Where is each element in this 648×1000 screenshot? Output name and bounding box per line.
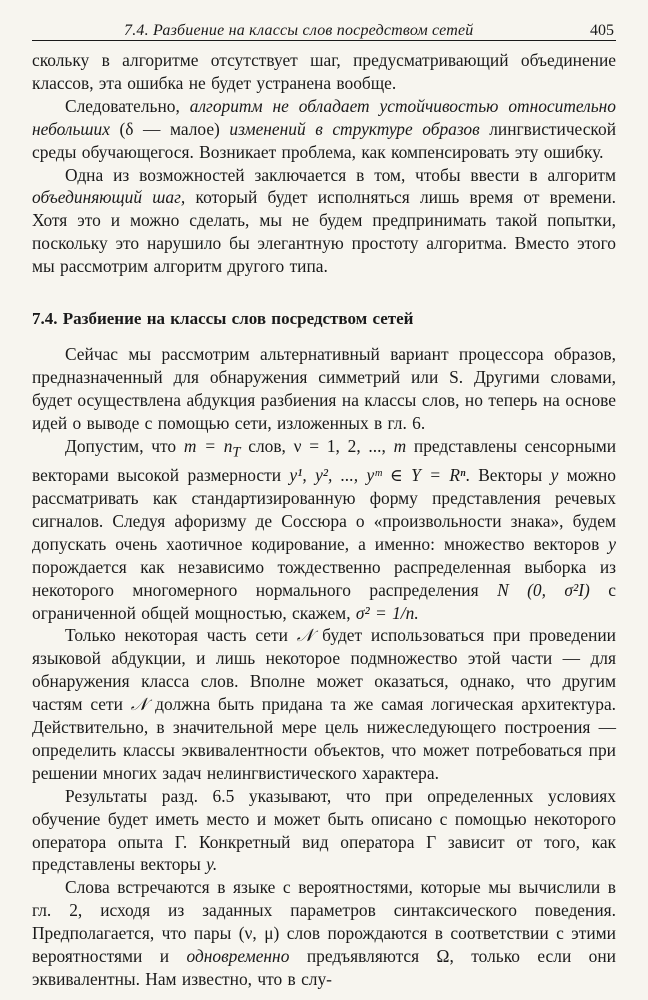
text-run: лингвистической среды обучающегося. Возникает проблема, как компенсировать эту ошибку. [32,118,617,162]
paragraph-7 [32,785,616,877]
emphasis-text: алгоритм не обладает устойчивостью относительно небольших [32,95,616,139]
emphasis-text: одновременно [186,946,290,967]
paragraph-6 [32,624,616,784]
math-subscript: T [232,444,241,461]
paragraph-1 [32,49,616,95]
text-run: будет использоваться при проведении языковой абдукции, и лишь некоторое подмножество этой части — для обнаружения класса слов. Вполне может оказаться, однако, что другим частям сети [32,625,616,715]
emphasis-text: объединяющий шаг, [32,187,186,208]
paragraph-4 [32,343,616,435]
text-run: Допустим, что [65,435,184,456]
text-run: (δ — малое) [109,118,230,139]
paragraph-2 [32,95,616,164]
math-expression: m = n [183,435,233,456]
text-run: Слова встречаются в языке с вероятностями, которые мы вычислили в гл. 2, исходя из заданных параметров синтаксического поведения. Предполагается, что пары (ν, μ) слов порождаются в соответствии с этими вероятностями и [32,877,616,967]
emphasis-text: изменений в структуре образов [229,118,480,139]
running-head-title: 7.4. Разбиение на классы слов посредством сетей [124,22,474,39]
math-expression: N (0, σ²I) [497,579,590,600]
paragraph-1-text: скольку в алгоритме отсутствует шаг, предусматривающий объединение классов, эта ошибка не будет устранена вообще. [32,50,616,93]
text-run: Только некоторая часть сети [65,625,297,646]
text-run: с ограниченной общей мощностью, скажем, [32,579,616,623]
page-number: 405 [590,22,614,39]
text-run: Результаты разд. 6.5 указывают, что при определенных условиях обучение будет иметь место и может быть описано с помощью некоторого оператора опыта Г. Конкретный вид оператора Г зависит от того, как представлены векторы [32,785,616,875]
paragraph-8 [32,876,616,991]
running-head [32,0,616,41]
math-symbol: 𝒩 [296,625,314,646]
section-heading: 7.4. Разбиение на классы слов посредством сетей [32,309,414,329]
math-symbol: m [393,435,407,456]
text-run: предъявляются Ω, только если они эквивалентны. Нам известно, что в слу- [32,946,616,989]
math-symbol: 𝒩 [130,694,148,715]
math-expression: y¹, y², ..., yᵐ ∈ Y = Rⁿ [289,465,466,486]
text-run: можно рассматривать как стандартизированную форму представления речевых сигналов. Следуя афоризму де Соссюра о «произвольности знака», будем допускать очень хаотичное кодирование, а именно: множество векторов [32,465,617,554]
paragraph-5 [32,435,616,625]
math-symbol: y [608,533,616,554]
text-run: порождается как независимо тождественно распределенная выборка из некоторого многомерного нормального распределения [32,556,616,600]
paragraph-4-text: Сейчас мы рассмотрим альтернативный вариант процессора образов, предназначенный для обнаружения симметрий или S. Другими словами, будет осуществлена абдукция разбиения на классы слов, но теперь на основе идей о выводе с помощью сети, изложенных в гл. 6. [32,344,616,433]
math-symbol: y. [206,854,218,875]
text-run: Одна из возможностей заключается в том, чтобы ввести в алгоритм [65,164,616,185]
text-run: должна быть придана та же самая логическая архитектура. Действительно, в значительной мере цель нижеследующего построения — определить классы эквивалентности объектов, что может потребоваться при решении многих задач нелингвистического характера. [32,694,617,783]
paragraph-3 [32,164,616,279]
body-text [32,49,616,991]
text-run: . Векторы [465,465,551,486]
text-run: который будет исполняться лишь время от времени. Хотя это и можно сделать, мы не будем предпринимать такой попытки, поскольку это нарушило бы элегантную простоту алгоритма. Вместо этого мы рассмотрим алгоритм другого типа. [32,187,616,277]
text-run: Следовательно, [65,95,190,116]
math-expression: σ² = 1/n. [355,602,419,623]
math-symbol: y [550,465,559,486]
text-run: слов, ν = 1, 2, ..., [240,435,394,456]
text-run: представлены сенсорными векторами высокой размерности [32,435,617,486]
